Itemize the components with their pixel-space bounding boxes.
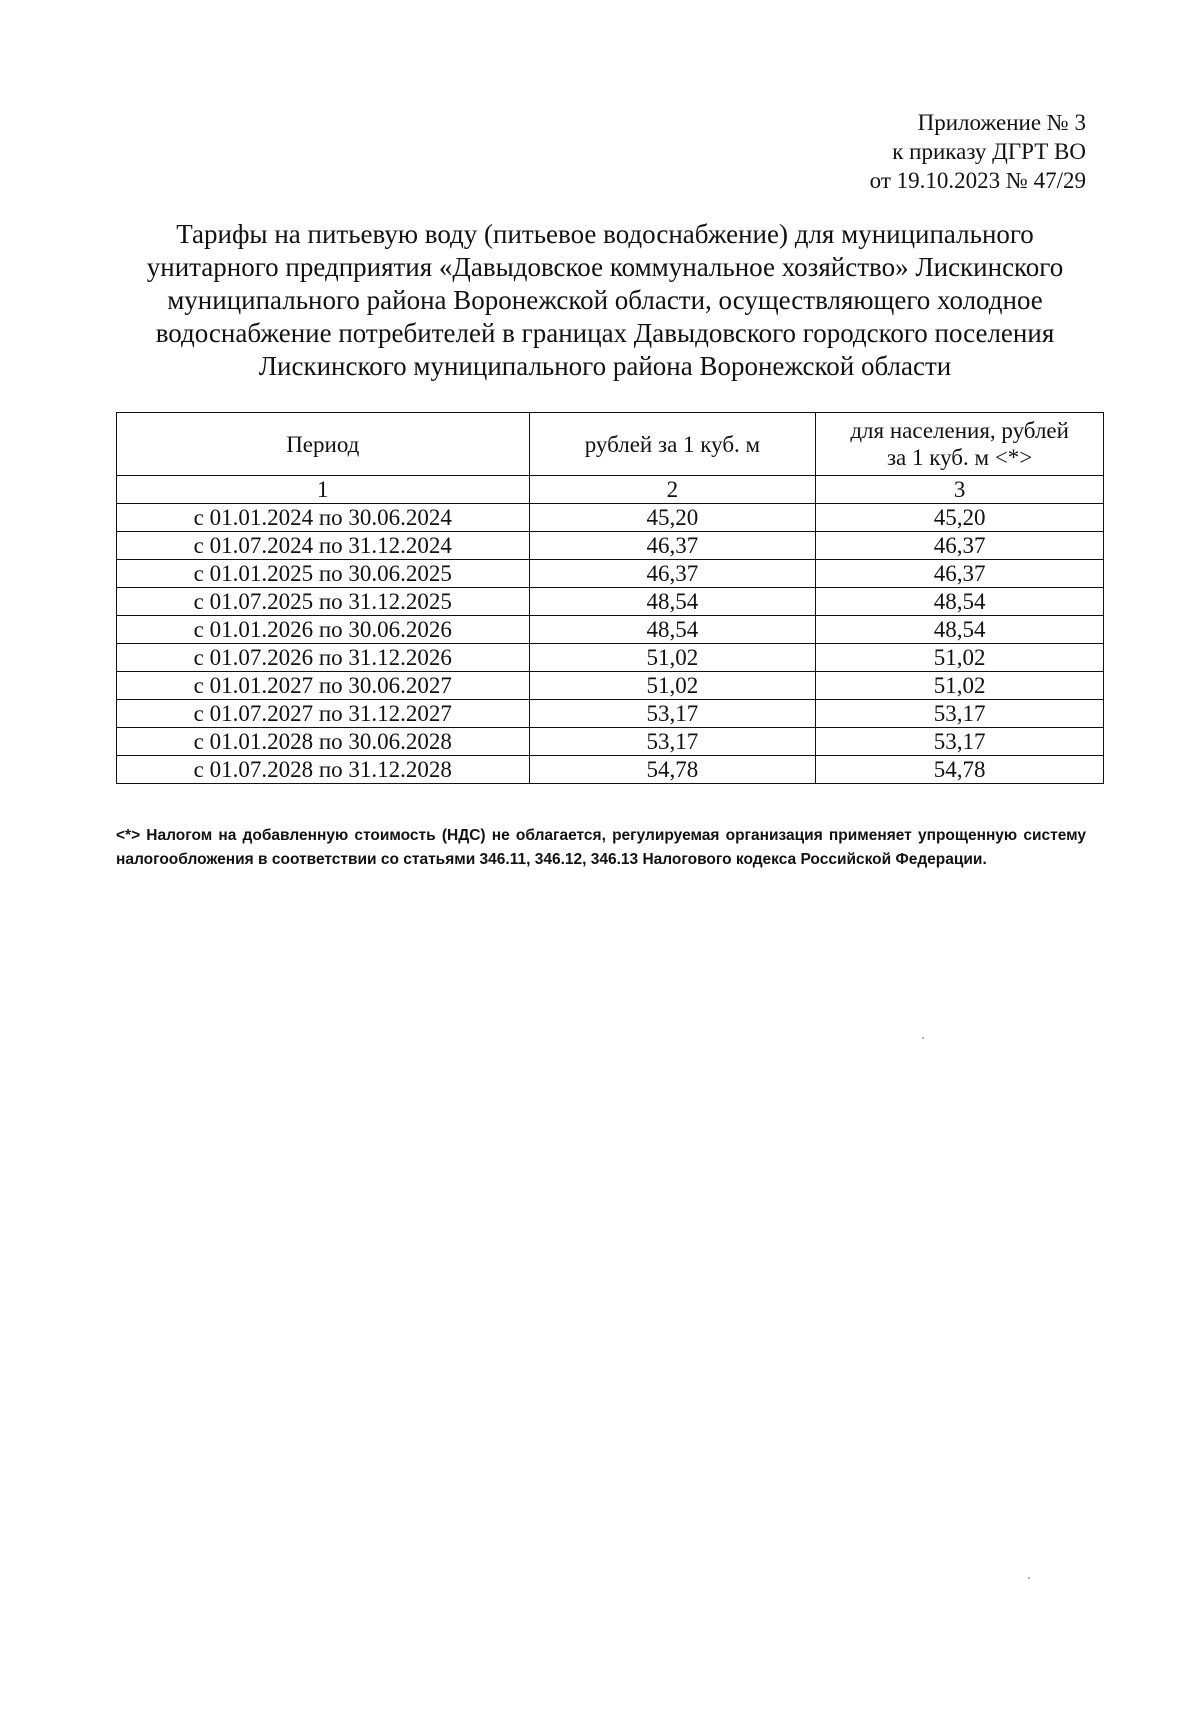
period-cell: с 01.01.2028 по 30.06.2028 [117, 728, 530, 756]
table-row [117, 588, 1104, 616]
footnote-line: <*> Налогом на добавленную стоимость (НДС) не облагается, регулируемая организация применяет [116, 827, 912, 844]
rate-cell: 48,54 [529, 588, 816, 616]
population-rate-cell: 53,17 [816, 700, 1104, 728]
period-cell: с 01.01.2024 по 30.06.2024 [117, 504, 530, 532]
rate-cell: 51,02 [529, 644, 816, 672]
appendix-order: к приказу ДГРТ ВО [892, 139, 1086, 164]
header-period: Период [117, 413, 530, 476]
column-number: 1 [117, 476, 530, 504]
table-row [117, 756, 1104, 784]
table-header-row [117, 413, 1104, 476]
population-rate-cell: 51,02 [816, 644, 1104, 672]
population-rate-cell: 46,37 [816, 532, 1104, 560]
column-number-row [117, 476, 1104, 504]
title-line: муниципального района Воронежской области, осуществляющего холодное [167, 285, 1043, 315]
tax-footnote [116, 824, 1086, 872]
rate-cell: 46,37 [529, 560, 816, 588]
population-rate-cell: 51,02 [816, 672, 1104, 700]
column-number: 2 [529, 476, 816, 504]
period-cell: с 01.01.2026 по 30.06.2026 [117, 616, 530, 644]
population-rate-cell: 45,20 [816, 504, 1104, 532]
period-cell: с 01.07.2027 по 31.12.2027 [117, 700, 530, 728]
rate-cell: 53,17 [529, 728, 816, 756]
table-row [117, 616, 1104, 644]
rate-cell: 46,37 [529, 532, 816, 560]
population-rate-cell: 48,54 [816, 588, 1104, 616]
header-population-line: за 1 куб. м <*> [886, 445, 1033, 470]
period-cell: с 01.01.2025 по 30.06.2025 [117, 560, 530, 588]
period-cell: с 01.01.2027 по 30.06.2027 [117, 672, 530, 700]
column-number: 3 [816, 476, 1104, 504]
table-row [117, 504, 1104, 532]
scan-speck [922, 1037, 924, 1039]
header-rate: рублей за 1 куб. м [529, 413, 816, 476]
table-row [117, 728, 1104, 756]
title-line: унитарного предприятия «Давыдовское коммунальное хозяйство» Лискинского [146, 252, 1064, 282]
footnote-line: упрощенную систему налогообложения в соответствии со статьями 346.11, 346.12, 346.13 Налогового кодекса [116, 827, 1087, 868]
title-line: водоснабжение потребителей в границах Давыдовского городского поселения [155, 318, 1055, 348]
document-title [110, 218, 1100, 383]
period-cell: с 01.07.2025 по 31.12.2025 [117, 588, 530, 616]
table-row [117, 672, 1104, 700]
header-population-line: для населения, рублей [850, 418, 1069, 443]
population-rate-cell: 54,78 [816, 756, 1104, 784]
rate-cell: 45,20 [529, 504, 816, 532]
title-line: Лискинского муниципального района Воронежской области [258, 351, 952, 381]
appendix-number: Приложение № 3 [917, 110, 1086, 135]
tariff-table [116, 412, 1104, 784]
population-rate-cell: 48,54 [816, 616, 1104, 644]
appendix-date: от 19.10.2023 № 47/29 [869, 168, 1086, 193]
table-row [117, 644, 1104, 672]
rate-cell: 48,54 [529, 616, 816, 644]
table-row [117, 700, 1104, 728]
rate-cell: 54,78 [529, 756, 816, 784]
rate-cell: 53,17 [529, 700, 816, 728]
population-rate-cell: 46,37 [816, 560, 1104, 588]
rate-cell: 51,02 [529, 672, 816, 700]
population-rate-cell: 53,17 [816, 728, 1104, 756]
period-cell: с 01.07.2028 по 31.12.2028 [117, 756, 530, 784]
title-line: Тарифы на питьевую воду (питьевое водоснабжение) для муниципального [176, 219, 1034, 249]
header-population [816, 413, 1104, 476]
table-row [117, 532, 1104, 560]
table-row [117, 560, 1104, 588]
footnote-line: Российской Федерации. [800, 851, 987, 868]
period-cell: с 01.07.2026 по 31.12.2026 [117, 644, 530, 672]
scan-speck [1028, 1577, 1030, 1579]
period-cell: с 01.07.2024 по 31.12.2024 [117, 532, 530, 560]
appendix-reference [870, 108, 1086, 195]
